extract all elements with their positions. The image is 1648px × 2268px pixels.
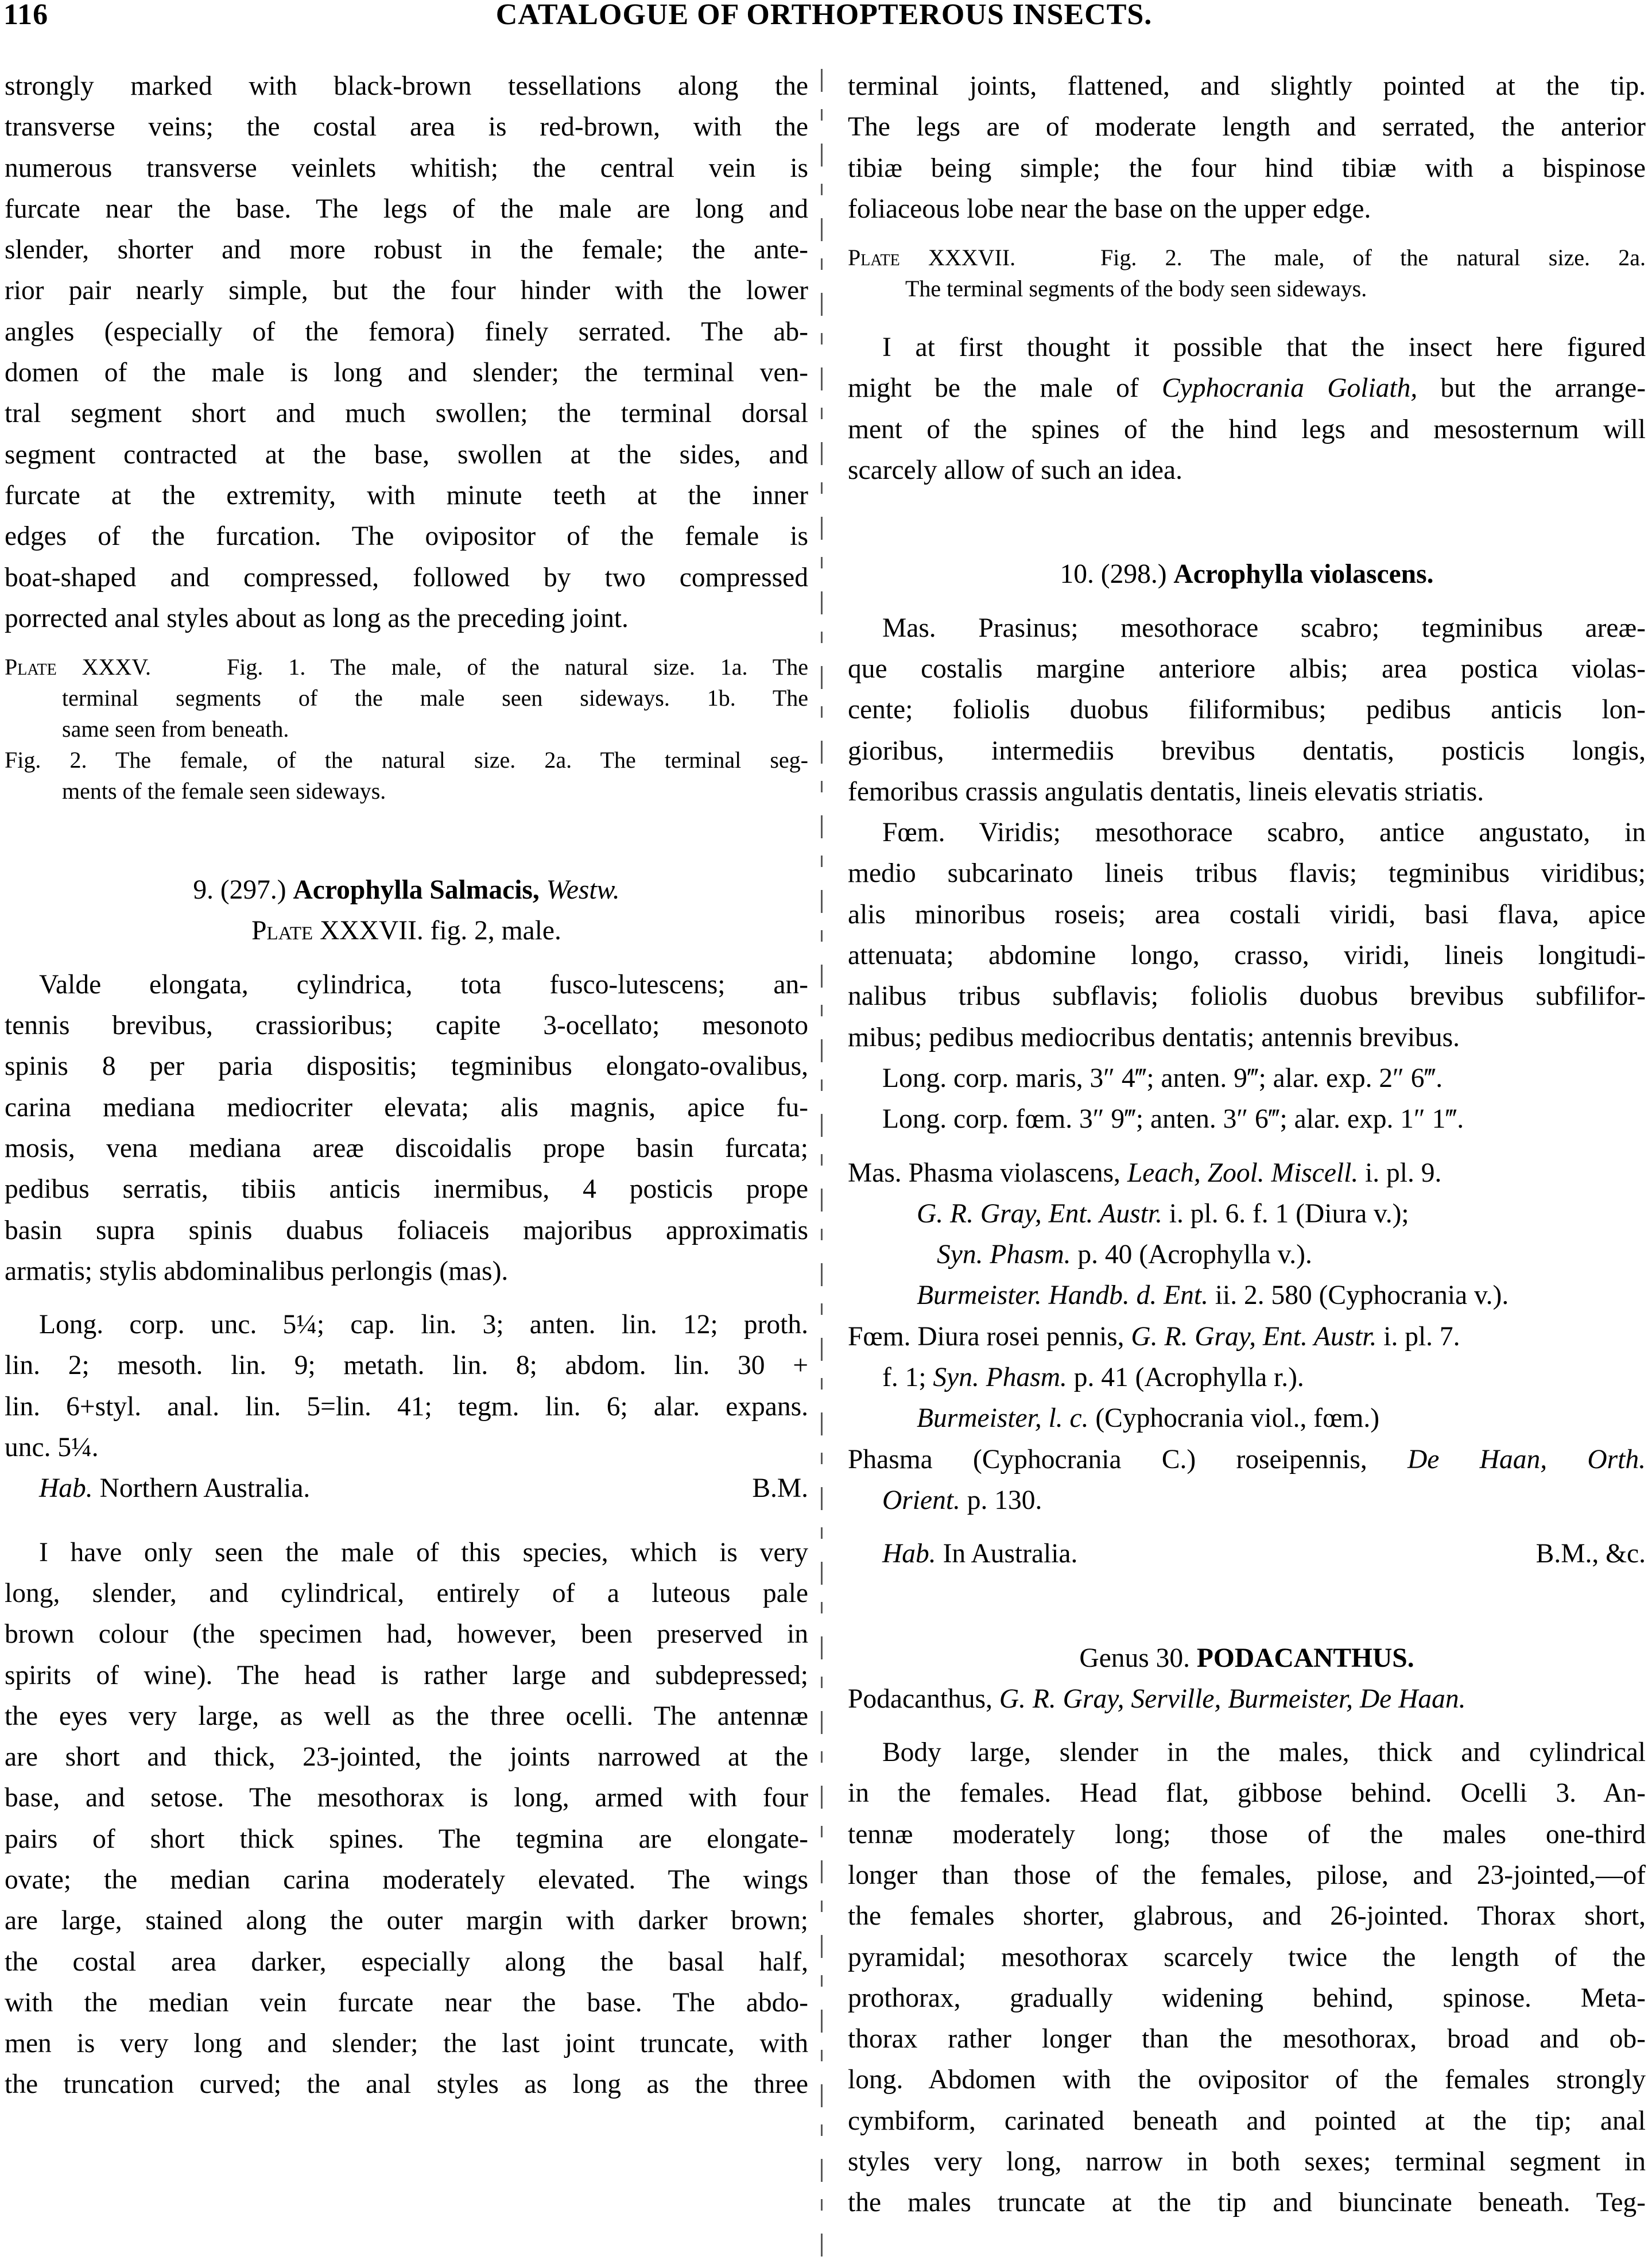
habitat-label: Hab. (39, 1473, 93, 1504)
habitat-place: In Australia. (943, 1539, 1078, 1569)
genus-authority-name: Podacanthus, (848, 1683, 992, 1714)
remark-line: ment of the spines of the hind legs and mesosternum will (848, 414, 1646, 444)
text-line: lin. 2; mesoth. lin. 9; metath. lin. 8; abdom. lin. 30 + (5, 1350, 808, 1381)
citation: Burmeister, l. c. (917, 1403, 1089, 1434)
text-line: alis minoribus roseis; area costali viridi, basi flava, apice (848, 899, 1646, 930)
text-line: lin. 6+styl. anal. lin. 5=lin. 41; tegm. lin. 6; alar. expans. (5, 1391, 808, 1422)
text-line: tennæ moderately long; those of the males one-third (848, 1819, 1646, 1849)
caption-text: The terminal segments of the body seen sideways. (905, 276, 1367, 302)
text-line: femoribus crassis angulatis dentatis, lineis elevatis striatis. (848, 776, 1484, 807)
text-line: base, and setose. The mesothorax is long, armed with four (5, 1783, 808, 1813)
species-author: Westw. (546, 875, 620, 905)
text-line: Body large, slender in the males, thick and cylindrical (882, 1737, 1646, 1768)
genus-authority (848, 1679, 1646, 1720)
text-line: are large, stained along the outer margin with darker brown; (5, 1906, 808, 1936)
text-line: cente; foliolis duobus filiformibus; pedibus anticis lon- (848, 695, 1646, 725)
genus-description (848, 1732, 1646, 2224)
text-line: with the median vein furcate near the base. The abdo- (5, 1987, 808, 2018)
text-line: furcate at the extremity, with minute teeth at the inner (5, 480, 808, 510)
synonym-text: i. pl. 7. (1383, 1321, 1460, 1352)
synonym-text: (Cyphocrania viol., fœm.) (1095, 1403, 1380, 1434)
running-head (0, 0, 1648, 34)
plate-label: Plate XXXVII. (848, 245, 1016, 271)
text-line: angles (especially of the femora) finely serrated. The ab- (5, 316, 808, 347)
text-line: cymbiform, carinated beneath and pointed at the tip; anal (848, 2106, 1646, 2136)
text-line: long, slender, and cylindrical, entirely of a luteous pale (5, 1578, 808, 1608)
text-line: long. Abdomen with the ovipositor of the females strongly (848, 2065, 1646, 2095)
text-line: numerous transverse veinlets whitish; the central vein is (5, 153, 808, 183)
text-line: rior pair nearly simple, but the four hinder with the lower (5, 276, 808, 306)
text-line: men is very long and slender; the last joint truncate, with (5, 2029, 808, 2059)
text-line: pairs of short thick spines. The tegmina are elongate- (5, 1824, 808, 1854)
text-line: edges of the furcation. The ovipositor of the female is (5, 521, 808, 552)
text-line: tennis brevibus, crassioribus; capite 3-ocellato; mesonoto (5, 1011, 808, 1041)
plate-label: Plate XXXV. (5, 654, 152, 680)
synonym-text: f. 1; (882, 1363, 926, 1393)
text-line: the eyes very large, as well as the three ocelli. The antennæ (5, 1701, 808, 1731)
left-column (5, 66, 808, 2106)
plate-reference: Plate XXXVII. (251, 916, 424, 946)
citation: G. R. Gray, Ent. Austr. (917, 1198, 1162, 1229)
citation: De Haan, Orth. (1407, 1444, 1646, 1474)
synonym-text: p. 41 (Acrophylla r.). (1073, 1363, 1304, 1393)
remark-text: might be the male of (848, 373, 1139, 404)
page-number: 116 (3, 0, 49, 31)
synonym-text: p. 40 (Acrophylla v.). (1077, 1240, 1312, 1270)
species-number: 9. (297.) (193, 875, 286, 905)
text-line: porrected anal styles about as long as the preceding joint. (5, 603, 629, 633)
text-line: spirits of wine). The head is rather large and subdepressed; (5, 1660, 808, 1690)
collection: B.M. (752, 1473, 808, 1504)
remark-paragraph (848, 327, 1646, 491)
measurement-line: Long. corp. fœm. 3″ 9‴; anten. 3″ 6‴; alar. exp. 1″ 1‴. (882, 1104, 1464, 1135)
text-line: the males truncate at the tip and biuncinate beneath. Teg- (848, 2188, 1646, 2218)
species-name: Acrophylla Salmacis, (293, 875, 540, 905)
caption-text: Fig. 1. The male, of the natural size. 1a. The (226, 654, 808, 680)
synonym-text: p. 130. (967, 1485, 1042, 1515)
synonym-text: ii. 2. 580 (Cyphocrania v.). (1215, 1280, 1509, 1311)
genus-label: Genus 30. (1079, 1643, 1191, 1673)
text-line: domen of the male is long and slender; the terminal ven- (5, 358, 808, 388)
text-line: The legs are of moderate length and serrated, the anterior (848, 112, 1646, 142)
plate-caption (5, 652, 808, 807)
running-title: CATALOGUE OF ORTHOPTEROUS INSECTS. (495, 0, 1153, 31)
species-heading (848, 554, 1646, 595)
habitat-line (848, 1534, 1646, 1574)
text-line: Valde elongata, cylindrica, tota fusco-lutescens; an- (39, 969, 808, 1000)
text-line: styles very long, narrow in both sexes; terminal segment in (848, 2147, 1646, 2177)
caption-text: same seen from beneath. (62, 716, 289, 742)
text-line: Long. corp. unc. 5¼; cap. lin. 3; anten. lin. 12; proth. (39, 1310, 808, 1340)
species-reference: Cyphocrania Goliath, (1161, 373, 1418, 404)
text-line: carina mediana mediocriter elevata; alis magnis, apice fu- (5, 1092, 808, 1123)
latin-male-description (848, 608, 1646, 812)
plate-caption (848, 242, 1646, 304)
continuation-paragraph (848, 66, 1646, 230)
text-line: armatis; stylis abdominalibus perlongis (mas). (5, 1256, 509, 1286)
citation: Leach, Zool. Miscell. (1127, 1158, 1359, 1188)
text-line: Fœm. Viridis; mesothorace scabro, antice angustato, in (882, 818, 1646, 848)
measurements (5, 1305, 808, 1468)
remark-text: but the arrange- (1440, 373, 1646, 404)
text-line: Mas. Prasinus; mesothorace scabro; tegminibus areæ- (882, 613, 1646, 643)
text-line: mibus; pedibus mediocribus dentatis; antennis brevibus. (848, 1022, 1460, 1052)
text-line: longer than those of the females, pilose, and 23-jointed,—of (848, 1860, 1646, 1890)
measurement-line: Long. corp. maris, 3″ 4‴; anten. 9‴; alar. exp. 2″ 6‴. (882, 1063, 1443, 1093)
english-description (5, 1532, 808, 2106)
continuation-paragraph (5, 66, 808, 639)
text-line: terminal joints, flattened, and slightly pointed at the tip. (848, 71, 1646, 101)
text-line: nalibus tribus subflavis; foliolis duobus brevibus subfilifor- (848, 981, 1646, 1012)
caption-text: Fig. 2. The male, of the natural size. 2a. (1100, 245, 1646, 271)
remark-line: I at first thought it possible that the insect here figured (882, 332, 1646, 363)
species-name: Acrophylla violascens. (1173, 559, 1434, 590)
synonym-text: Mas. Phasma violascens, (848, 1158, 1120, 1188)
text-line: medio subcarinato lineis tribus flavis; tegminibus viridibus; (848, 858, 1646, 889)
text-line: ovate; the median carina moderately elevated. The wings (5, 1864, 808, 1895)
citation: G. R. Gray, Serville, Burmeister, De Haan. (999, 1683, 1466, 1714)
text-line: gioribus, intermediis brevibus dentatis, posticis longis, (848, 736, 1646, 766)
genus-name: PODACANTHUS. (1196, 1643, 1414, 1673)
right-column (848, 66, 1646, 2224)
text-line: prothorax, gradually widening behind, spinose. Meta- (848, 1983, 1646, 2013)
text-line: transverse veins; the costal area is red-brown, with the (5, 112, 808, 142)
text-line: tral segment short and much swollen; the terminal dorsal (5, 398, 808, 429)
collection: B.M., &c. (1535, 1539, 1646, 1569)
text-line: basin supra spinis duabus foliaceis majoribus approximatis (5, 1215, 808, 1245)
text-line: pedibus serratis, tibiis anticis inermibus, 4 posticis prope (5, 1174, 808, 1205)
text-line: thorax rather longer than the mesothorax, broad and ob- (848, 2024, 1646, 2054)
text-line: spinis 8 per paria dispositis; tegminibus elongato-ovalibus, (5, 1051, 808, 1082)
latin-female-description (848, 812, 1646, 1058)
synonymy (848, 1153, 1646, 1522)
remark-line: scarcely allow of such an idea. (848, 455, 1182, 486)
caption-text: Fig. 2. The female, of the natural size. 2a. The terminal seg- (5, 747, 808, 773)
text-line: tibiæ being simple; the four hind tibiæ with a bispinose (848, 153, 1646, 183)
text-line: in the females. Head flat, gibbose behind. Ocelli 3. An- (848, 1778, 1646, 1809)
synonym-text: Fœm. Diura rosei pennis, (848, 1321, 1124, 1352)
plate-reference-rest: fig. 2, male. (430, 916, 561, 946)
text-line: the females shorter, glabrous, and 26-jointed. Thorax short, (848, 1901, 1646, 1932)
text-line: foliaceous lobe near the base on the upper edge. (848, 193, 1371, 224)
habitat-line (5, 1468, 808, 1509)
text-line: attenuata; abdomine longo, crasso, viridi, lineis longitudi- (848, 941, 1646, 971)
caption-text: terminal segments of the male seen sideways. 1b. The (62, 685, 808, 711)
text-line: I have only seen the male of this species, which is very (39, 1537, 808, 1568)
citation: Burmeister. Handb. d. Ent. (917, 1280, 1208, 1311)
text-line: the truncation curved; the anal styles as long as the three (5, 2069, 808, 2100)
citation: G. R. Gray, Ent. Austr. (1131, 1321, 1377, 1352)
text-line: boat-shaped and compressed, followed by two compressed (5, 562, 808, 593)
citation: Syn. Phasm. (933, 1363, 1067, 1393)
text-line: pyramidal; mesothorax scarcely twice the length of the (848, 1942, 1646, 1972)
synonym-text: i. pl. 6. f. 1 (Diura v.); (1169, 1198, 1409, 1229)
latin-description (5, 965, 808, 1292)
text-line: the costal area darker, especially along the basal half, (5, 1946, 808, 1977)
caption-text: ments of the female seen sideways. (62, 778, 386, 804)
genus-heading (848, 1638, 1646, 1679)
species-number: 10. (298.) (1060, 559, 1167, 590)
text-line: unc. 5¼. (5, 1433, 99, 1463)
habitat-place: Northern Australia. (99, 1473, 311, 1504)
text-line: strongly marked with black-brown tessellations along the (5, 71, 808, 101)
text-line: brown colour (the specimen had, however, been preserved in (5, 1619, 808, 1650)
text-line: slender, shorter and more robust in the female; the ante- (5, 235, 808, 265)
text-line: furcate near the base. The legs of the male are long and (5, 193, 808, 224)
synonym-text: Phasma (Cyphocrania C.) roseipennis, (848, 1444, 1367, 1474)
text-line: segment contracted at the base, swollen at the sides, and (5, 439, 808, 470)
citation: Syn. Phasm. (937, 1240, 1071, 1270)
text-line: que costalis margine anteriore albis; area postica violas- (848, 653, 1646, 684)
measurements (848, 1058, 1646, 1140)
column-divider (821, 69, 823, 2268)
citation: Orient. (882, 1485, 960, 1515)
synonym-text: i. pl. 9. (1365, 1158, 1442, 1188)
species-heading (5, 870, 808, 952)
text-line: mosis, vena mediana areæ discoidalis prope basin furcata; (5, 1133, 808, 1163)
text-line: are short and thick, 23-jointed, the joints narrowed at the (5, 1742, 808, 1772)
habitat-label: Hab. (882, 1539, 936, 1569)
